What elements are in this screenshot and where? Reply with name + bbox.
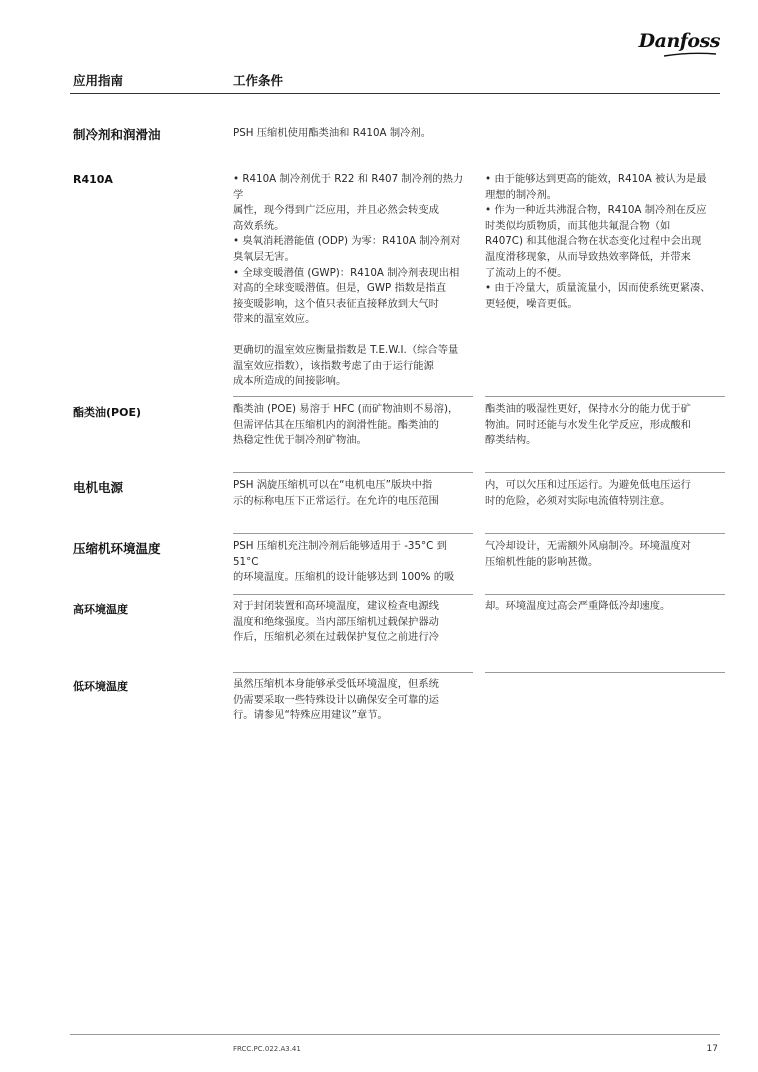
- section-divider: [485, 594, 725, 595]
- r410a-col-b: [485, 172, 725, 312]
- ambient-col-a-line: 的环境温度。压缩机的设计能够达到 100% 的吸: [233, 571, 455, 584]
- heading-low-ambient: 低环境温度: [73, 680, 128, 693]
- poe-col-a-line: 酯类油 (POE) 易溶于 HFC (而矿物油则不易溶)，: [233, 403, 459, 415]
- r410a-col-b-line: 时类似均质物质，而其他共氟混合物（如: [485, 219, 671, 232]
- r410a-col-a-line: 对高的全球变暖潜值。但是，GWP 指数是指直: [233, 282, 446, 295]
- r410a-col-b-line: • 由于能够达到更高的能效，R410A 被认为是最: [485, 173, 707, 185]
- page-number: 17: [706, 1044, 718, 1054]
- motor-col-b: [485, 478, 725, 509]
- section-divider: [233, 396, 473, 397]
- poe-col-a: [233, 402, 473, 449]
- poe-col-b-line: 醇类结构。: [485, 434, 537, 447]
- motor-col-b-line: 时的危险，必须对实际电流值特别注意。: [485, 494, 671, 507]
- low-ambient-col-a-line: 虽然压缩机本身能够承受低环境温度，但系统: [233, 678, 439, 690]
- high-ambient-col-b: [485, 599, 725, 615]
- poe-col-b-line: 物油。同时还能与水发生化学反应，形成酸和: [485, 418, 691, 431]
- high-ambient-col-b-line: 却。环境温度过高会严重降低冷却速度。: [485, 600, 671, 612]
- r410a-col-a-line: 属性，现今得到广泛应用，并且必然会转变成: [233, 204, 439, 217]
- section-divider: [233, 533, 473, 534]
- r410a-col-b-line: • 作为一种近共沸混合物，R410A 制冷剂在反应: [485, 204, 707, 217]
- r410a-col-a-line: • R410A 制冷剂优于 R22 和 R407 制冷剂的热力学: [233, 173, 464, 201]
- footer-divider: [70, 1034, 720, 1035]
- section-divider: [233, 472, 473, 473]
- poe-col-a-line: 热稳定性优于制冷剂矿物油。: [233, 434, 367, 447]
- heading-poe: 酯类油(POE): [73, 406, 141, 419]
- ambient-col-b-line: 压缩机性能的影响甚微。: [485, 555, 599, 568]
- r410a-col-a-line: • 臭氧消耗潜能值 (ODP) 为零：R410A 制冷剂对: [233, 235, 461, 248]
- r410a-col-a-line: • 全球变暖潜值 (GWP)：R410A 制冷剂表现出相: [233, 266, 460, 279]
- low-ambient-col-a: [233, 677, 473, 724]
- section-divider: [485, 396, 725, 397]
- r410a-col-a-line: 成本所造成的间接影响。: [233, 375, 347, 388]
- r410a-col-a-line: 接变暖影响，这个值只表征直接释放到大气时: [233, 297, 439, 310]
- poe-col-b-line: 酯类油的吸湿性更好，保持水分的能力优于矿: [485, 403, 691, 415]
- motor-col-b-line: 内，可以欠压和过压运行。为避免低电压运行: [485, 479, 691, 491]
- section-divider: [233, 672, 473, 673]
- heading-ambient-temperature: 压缩机环境温度: [73, 541, 161, 556]
- r410a-col-a-line: 臭氧层无害。: [233, 250, 295, 263]
- r410a-col-b-line: 温度滑移现象，从而导致热效率降低，并带来: [485, 250, 691, 263]
- high-ambient-col-a-line: 温度和绝缘强度。当内部压缩机过载保护器动: [233, 615, 439, 628]
- section-divider: [485, 472, 725, 473]
- r410a-col-a-line: 更确切的温室效应衡量指数是 T.E.W.I.（综合等量: [233, 343, 459, 356]
- poe-col-b: [485, 402, 725, 449]
- heading-high-ambient: 高环境温度: [73, 603, 128, 616]
- danfoss-logo: Danfoss: [638, 30, 720, 52]
- motor-col-a-line: PSH 涡旋压缩机可以在“电机电压”版块中指: [233, 479, 433, 491]
- high-ambient-col-a: [233, 599, 473, 646]
- heading-motor-supply: 电机电源: [73, 480, 124, 495]
- r410a-col-b-line: 更轻便，噪音更低。: [485, 297, 578, 310]
- refrigerant-text: PSH 压缩机使用酯类油和 R410A 制冷剂。: [233, 127, 432, 139]
- heading-r410a: R410A: [73, 173, 113, 186]
- paragraph-spacer: [233, 328, 473, 343]
- poe-col-a-line: 但需评估其在压缩机内的润滑性能。酯类油的: [233, 418, 439, 431]
- motor-col-a: [233, 478, 473, 509]
- document-code: FRCC.PC.022.A3.41: [233, 1045, 301, 1053]
- ambient-col-b: [485, 539, 725, 570]
- logo-swash-icon: [662, 52, 718, 58]
- r410a-col-b-line: R407C) 和其他混合物在状态变化过程中会出现: [485, 235, 702, 248]
- header-page-title: 工作条件: [233, 73, 284, 88]
- header-divider: [70, 93, 720, 94]
- r410a-col-b-line: • 由于冷量大，质量流量小，因而使系统更紧凑、: [485, 282, 711, 295]
- r410a-col-b-line: 理想的制冷剂。: [485, 188, 558, 201]
- ambient-col-a-line: PSH 压缩机充注制冷剂后能够适用于 -35°C 到 51°C: [233, 540, 447, 568]
- section-divider: [485, 533, 725, 534]
- motor-col-a-line: 示的标称电压下正常运行。在允许的电压范围: [233, 494, 439, 507]
- ambient-col-b-line: 气冷却设计，无需额外风扇制冷。环境温度对: [485, 540, 691, 552]
- ambient-col-a: [233, 539, 473, 586]
- section-divider: [233, 594, 473, 595]
- r410a-col-b-line: 了流动上的不便。: [485, 266, 568, 279]
- r410a-col-a-line: 高效系统。: [233, 219, 285, 232]
- r410a-col-a-line: 带来的温室效应。: [233, 313, 316, 326]
- r410a-col-a-line: 温室效应指数），该指数考虑了由于运行能源: [233, 359, 434, 372]
- high-ambient-col-a-line: 对于封闭装置和高环境温度，建议检查电源线: [233, 600, 439, 612]
- header-section-title: 应用指南: [73, 73, 124, 88]
- low-ambient-col-a-line: 仍需要采取一些特殊设计以确保安全可靠的运: [233, 693, 439, 706]
- heading-refrigerant: 制冷剂和润滑油: [73, 127, 161, 142]
- high-ambient-col-a-line: 作后，压缩机必须在过载保护复位之前进行冷: [233, 631, 439, 644]
- low-ambient-col-a-line: 行。请参见“特殊应用建议”章节。: [233, 709, 388, 722]
- r410a-col-a: [233, 172, 473, 390]
- section-divider: [485, 672, 725, 673]
